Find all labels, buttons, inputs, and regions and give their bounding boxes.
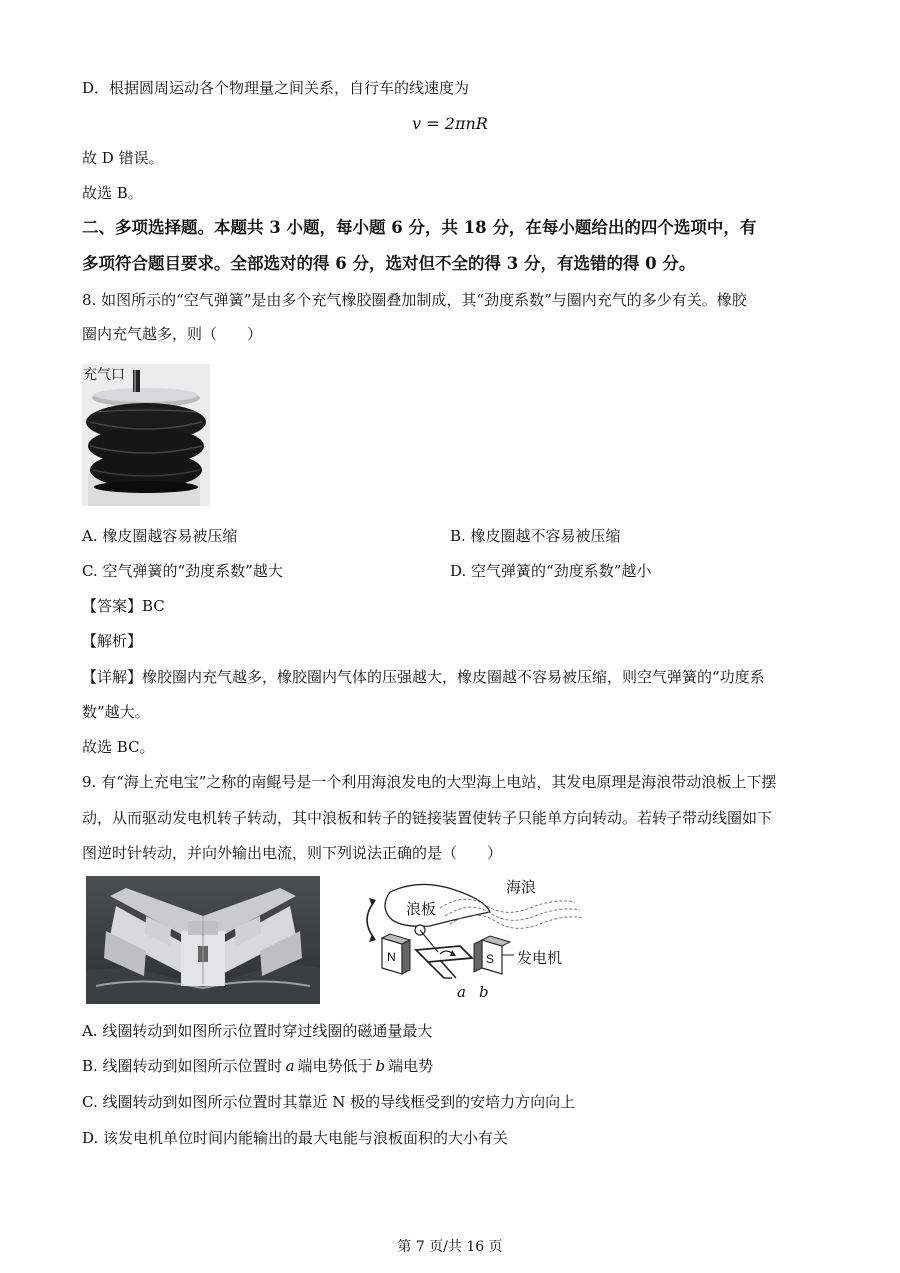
generator-schematic (360, 870, 590, 1005)
q9-option-b-prefix: B. 线圈转动到如图所示位置时 (82, 1057, 283, 1075)
q8-option-b: B. 橡皮圈越不容易被压缩 (450, 527, 621, 545)
q9-option-b-mid: 端电势低于 (297, 1057, 373, 1075)
q9-option-d: D. 该发电机单位时间内能输出的最大电能与浪板面积的大小有关 (82, 1129, 509, 1147)
air-spring-image (82, 364, 210, 506)
prev-conclusion: 故 D 错误。 (82, 149, 164, 167)
q9-stem-line1: 9. 有“海上充电宝”之称的南鲲号是一个利用海浪发电的大型海上电站，其发电原理是海浪带动浪板上下摆 (82, 773, 777, 791)
q9-option-b-b: b (375, 1057, 386, 1075)
wave-power-station-photo (86, 876, 320, 1004)
terminal-b-label: b (479, 983, 489, 1001)
ship-image (86, 876, 320, 1004)
prev-choose: 故选 B。 (82, 184, 143, 202)
air-spring-photo (82, 364, 210, 506)
page-footer: 第 7 页/共 16 页 (397, 1239, 503, 1255)
generator-label: 发电机 (517, 949, 563, 967)
q9-stem-line2: 动，从而驱动发电机转子转动，其中浪板和转子的链接装置使转子只能单方向转动。若转子带动线圈如下 (82, 809, 773, 827)
q9-option-b-a: a (285, 1057, 295, 1075)
q9-option-b-suffix: 端电势 (388, 1057, 434, 1075)
section-heading-line1: 二、多项选择题。本题共 3 小题，每小题 6 分，共 18 分，在每小题给出的四个选项中，有 (82, 218, 757, 237)
q8-option-a: A. 橡皮圈越容易被压缩 (82, 527, 238, 545)
q8-stem-line2: 圈内充气越多，则（ ） (82, 325, 263, 343)
wave-generator-diagram (360, 870, 590, 1005)
q8-detail-line2: 数”越大。 (82, 703, 150, 721)
q8-option-d: D. 空气弹簧的“劲度系数”越小 (450, 562, 652, 580)
inflation-port-label: 充气口 (83, 367, 125, 383)
wave-label: 海浪 (506, 878, 537, 896)
section-heading-line2: 多项符合题目要求。全部选对的得 6 分，选对但不全的得 3 分，有选错的得 0 分。 (82, 254, 696, 273)
q9-stem-line3: 图逆时针转动，并向外输出电流，则下列说法正确的是（ ） (82, 844, 503, 862)
q8-option-c: C. 空气弹簧的“劲度系数”越大 (82, 562, 283, 580)
terminal-a-label: a (457, 983, 466, 1001)
q8-stem-line1: 8. 如图所示的“空气弹簧”是由多个充气橡胶圈叠加制成，其“劲度系数”与圈内充气的多少有关。橡胶 (82, 291, 747, 309)
n-pole-label: N (387, 950, 396, 964)
s-pole-label: S (486, 952, 495, 966)
prev-option-d: D．根据圆周运动各个物理量之间关系，自行车的线速度为 (82, 79, 470, 97)
q9-option-b (82, 1056, 433, 1076)
q8-detail-line1: 【详解】橡胶圈内充气越多，橡胶圈内气体的压强越大，橡皮圈越不容易被压缩，则空气弹簧的“功度系 (82, 668, 765, 686)
q9-option-c: C. 线圈转动到如图所示位置时其靠近 N 极的导线框受到的安培力方向向上 (82, 1093, 576, 1111)
q8-choose: 故选 BC。 (82, 738, 155, 756)
q8-answer: 【答案】BC (82, 597, 165, 615)
plate-label: 浪板 (406, 900, 437, 918)
formula: v = 2πnR (412, 114, 488, 133)
q8-analysis-label: 【解析】 (82, 632, 143, 650)
q9-option-a: A. 线圈转动到如图所示位置时穿过线圈的磁通量最大 (82, 1022, 433, 1040)
